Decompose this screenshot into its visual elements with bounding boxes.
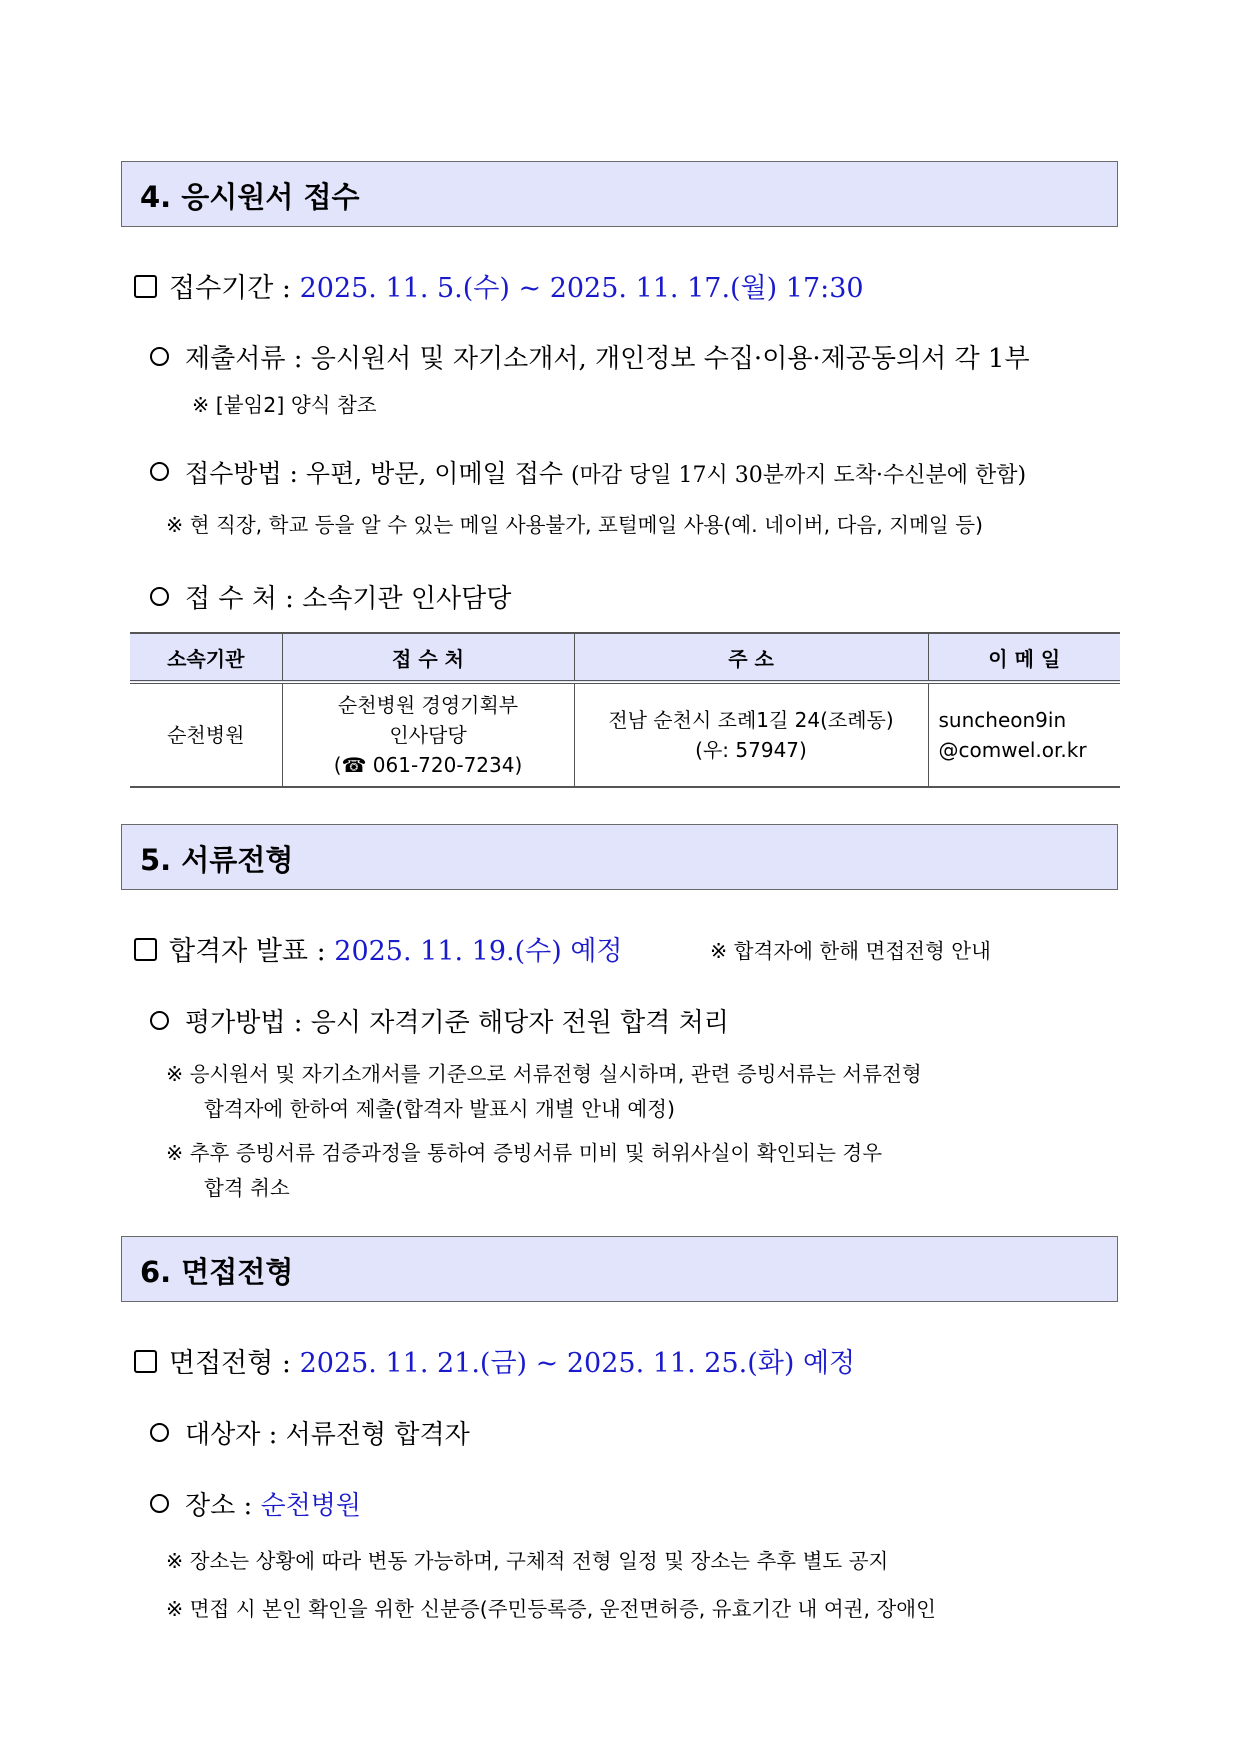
section-4-title: 4. 응시원서 접수: [140, 180, 360, 214]
office-line: 순천병원 경영기획부: [337, 693, 519, 717]
col-office: 접 수 처: [282, 633, 574, 682]
cell-address: [574, 682, 928, 787]
announce-value: 2025. 11. 19.(수) 예정: [334, 936, 623, 967]
cell-agency: 순천병원: [130, 682, 282, 787]
checkbox-square-icon: [134, 938, 157, 961]
announce-label: 합격자 발표 :: [169, 936, 335, 967]
section-5-title: 5. 서류전형: [140, 843, 294, 877]
place-note-2: ※ 면접 시 본인 확인을 위한 신분증(주민등록증, 운전면허증, 유효기간 내 여권, 장애인: [166, 1597, 936, 1621]
interview-target: [150, 1414, 470, 1451]
interview-value: 2025. 11. 21.(금) ~ 2025. 11. 25.(화) 예정: [299, 1348, 856, 1379]
place-note-1: ※ 장소는 상황에 따라 변동 가능하며, 구체적 전형 일정 및 장소는 추후 별도 공지: [166, 1549, 889, 1573]
target-text: 대상자 : 서류전형 합격자: [185, 1420, 470, 1450]
office-line: 인사담당: [389, 723, 467, 747]
application-period: [134, 266, 864, 305]
office-phone: (☎ 061-720-7234): [333, 753, 523, 777]
table-row: [130, 682, 1120, 787]
bullet-circle-icon: [150, 1423, 169, 1442]
bullet-circle-icon: [150, 1011, 169, 1030]
interview-label: 면접전형 :: [169, 1348, 300, 1379]
section-5-header: [121, 824, 1118, 890]
checkbox-square-icon: [134, 275, 157, 298]
place-label: 장소 :: [185, 1491, 261, 1521]
table-header-row: [130, 633, 1120, 682]
bullet-circle-icon: [150, 1494, 169, 1513]
eval-note-1-cont: 합격자에 한하여 제출(합격자 발표시 개별 안내 예정): [204, 1097, 675, 1121]
evaluation-method: [150, 1002, 729, 1039]
submit-office: [150, 578, 511, 615]
submit-method-paren: (마감 당일 17시 30분까지 도착·수신분에 한함): [570, 463, 1027, 488]
col-address: 주 소: [574, 633, 928, 682]
eval-note-1: ※ 응시원서 및 자기소개서를 기준으로 서류전형 실시하며, 관련 증빙서류는 서류전형: [166, 1062, 922, 1086]
cell-office: [282, 682, 574, 787]
period-value: 2025. 11. 5.(수) ~ 2025. 11. 17.(월) 17:30: [299, 273, 864, 304]
submit-office-text: 접 수 처 : 소속기관 인사담당: [185, 584, 512, 614]
submit-method: [150, 454, 1026, 490]
section-6-title: 6. 면접전형: [140, 1255, 294, 1289]
submit-docs-text: 제출서류 : 응시원서 및 자기소개서, 개인정보 수집·이용·제공동의서 각 1부: [185, 344, 1030, 374]
submit-docs-note: ※ [붙임2] 양식 참조: [192, 393, 377, 417]
col-agency: 소속기관: [130, 633, 282, 682]
email-line: suncheon9in: [938, 708, 1067, 732]
interview-period: [134, 1341, 855, 1380]
period-label: 접수기간 :: [169, 273, 300, 304]
checkbox-square-icon: [134, 1350, 157, 1373]
eval-note-2-cont: 합격 취소: [204, 1176, 290, 1200]
interview-place: [150, 1485, 361, 1522]
submit-method-note: ※ 현 직장, 학교 등을 알 수 있는 메일 사용불가, 포털메일 사용(예. 네이버, 다음, 지메일 등): [166, 513, 983, 537]
evaluation-text: 평가방법 : 응시 자격기준 해당자 전원 합격 처리: [185, 1008, 729, 1038]
address-line: 전남 순천시 조례1길 24(조례동): [608, 708, 894, 732]
bullet-circle-icon: [150, 587, 169, 606]
bullet-circle-icon: [150, 462, 169, 481]
postal-code: (우: 57947): [695, 738, 807, 762]
bullet-circle-icon: [150, 347, 169, 366]
announcement: [134, 929, 623, 968]
cell-email: [928, 682, 1120, 787]
section-6-header: [121, 1236, 1118, 1302]
submit-docs: [150, 338, 1030, 375]
email-line: @comwel.or.kr: [938, 738, 1087, 762]
eval-note-2: ※ 추후 증빙서류 검증과정을 통하여 증빙서류 미비 및 허위사실이 확인되는 경우: [166, 1141, 883, 1165]
office-table: [130, 632, 1120, 788]
submit-method-text: 접수방법 : 우편, 방문, 이메일 접수: [185, 459, 564, 488]
announce-note: ※ 합격자에 한해 면접전형 안내: [710, 939, 991, 963]
section-4-header: [121, 161, 1118, 227]
place-value: 순천병원: [260, 1491, 361, 1521]
col-email: 이 메 일: [928, 633, 1120, 682]
